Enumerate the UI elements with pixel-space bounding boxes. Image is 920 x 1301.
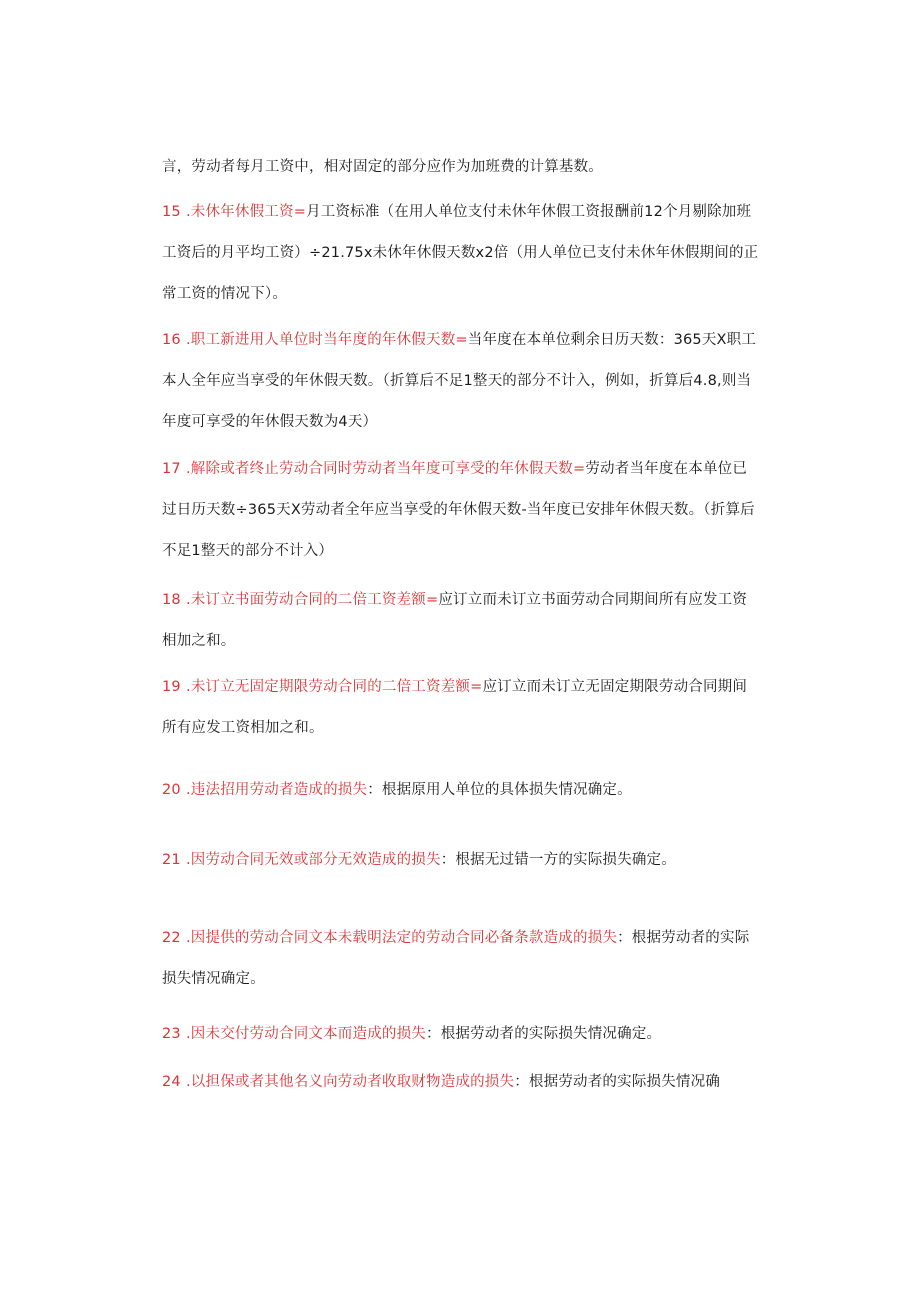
- paragraph-24: [162, 1062, 760, 1103]
- paragraph-18: [162, 580, 760, 662]
- paragraph-text: ：根据劳动者的实际损失情况确定。: [426, 1026, 662, 1042]
- paragraph-16: [162, 320, 760, 443]
- paragraph-number: 20: [162, 782, 181, 798]
- paragraph-text: ：根据无过错一方的实际损失确定。: [440, 852, 676, 868]
- paragraph-title: .以担保或者其他名义向劳动者收取财物造成的损失: [186, 1074, 515, 1090]
- paragraph-text: ：根据原用人单位的具体损失情况确定。: [367, 782, 632, 798]
- paragraph-number: 22: [162, 930, 181, 946]
- paragraph-number: 16: [162, 332, 181, 348]
- paragraph-title: .未订立书面劳动合同的二倍工资差额=: [186, 592, 439, 608]
- paragraph-20: [162, 770, 760, 811]
- paragraph-number: 17: [162, 461, 181, 477]
- paragraph-text: 应订立而未订立书面劳动合同期间所有应发工资相加之和。: [162, 592, 748, 649]
- paragraph-title: .因劳动合同无效或部分无效造成的损失: [186, 852, 441, 868]
- paragraph-title: .未订立无固定期限劳动合同的二倍工资差额=: [186, 679, 483, 695]
- paragraph-number: 21: [162, 852, 181, 868]
- paragraph-text: 劳动者当年度在本单位已过日历天数÷365天X劳动者全年应当享受的年休假天数-当年度已安排年休假天数。（折算后不足1整天的部分不计入）: [162, 461, 755, 559]
- paragraph-text: 当年度在本单位剩余日历天数：365天X职工本人全年应当享受的年休假天数。（折算后不足1整天的部分不计入，例如，折算后4.8,则当年度可享受的年休假天数为4天）: [162, 332, 757, 430]
- paragraph-22: [162, 918, 760, 1000]
- paragraph-title: .因提供的劳动合同文本未载明法定的劳动合同必备条款造成的损失: [186, 930, 618, 946]
- paragraph-15: [162, 192, 760, 315]
- paragraph-title: .未休年休假工资=: [186, 204, 307, 220]
- paragraph-23: [162, 1014, 760, 1055]
- paragraph-text: 应订立而未订立无固定期限劳动合同期间所有应发工资相加之和。: [162, 679, 748, 736]
- paragraph-number: 24: [162, 1074, 181, 1090]
- paragraph-19: [162, 667, 760, 749]
- paragraph-number: 19: [162, 679, 181, 695]
- paragraph-17: [162, 449, 760, 572]
- paragraph-title: .违法招用劳动者造成的损失: [186, 782, 368, 798]
- paragraph-text: 言，劳动者每月工资中，相对固定的部分应作为加班费的计算基数。: [162, 159, 603, 175]
- paragraph-text: ：根据劳动者的实际损失情况确: [514, 1074, 721, 1090]
- paragraph-title: .职工新进用人单位时当年度的年休假天数=: [186, 332, 468, 348]
- paragraph-text: 月工资标准（在用人单位支付未休年休假工资报酬前12个月剔除加班工资后的月平均工资）÷21.75x未休年休假天数x2倍（用人单位已支付未休年休假期间的正常工资的情况下）。: [162, 204, 759, 302]
- paragraph-number: 15: [162, 204, 181, 220]
- paragraph-title: .解除或者终止劳动合同时劳动者当年度可享受的年休假天数=: [186, 461, 586, 477]
- paragraph-number: 18: [162, 592, 181, 608]
- paragraph-21: [162, 840, 760, 881]
- paragraph-title: .因未交付劳动合同文本而造成的损失: [186, 1026, 427, 1042]
- paragraph-continuation: [162, 147, 760, 188]
- paragraph-text: ：根据劳动者的实际损失情况确定。: [162, 930, 750, 987]
- paragraph-number: 23: [162, 1026, 181, 1042]
